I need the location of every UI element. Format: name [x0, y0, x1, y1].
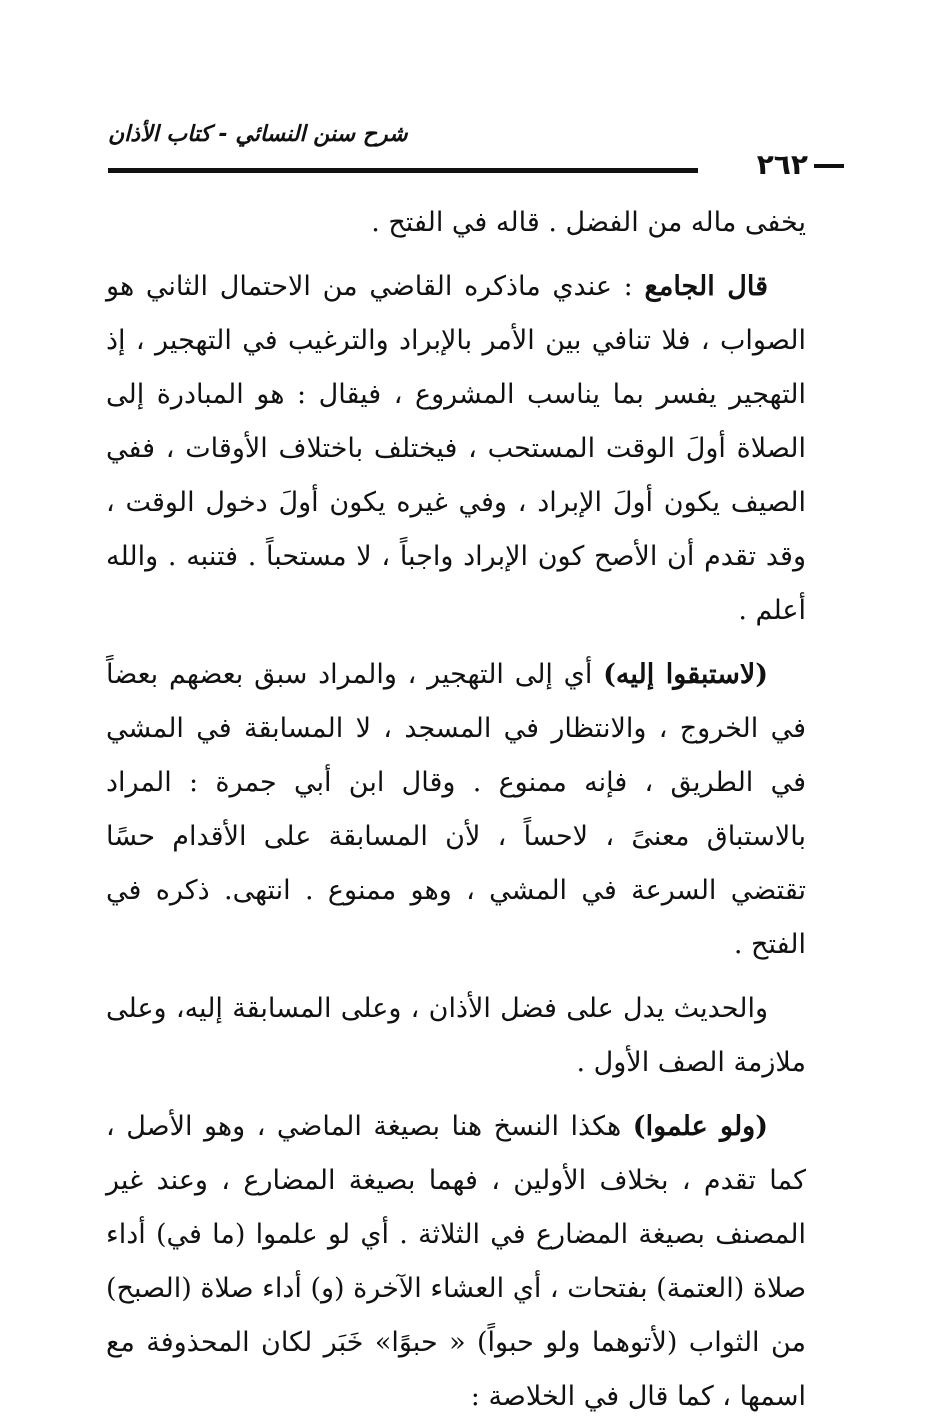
paragraph-text: يخفى ماله من الفضل . قاله في الفتح . — [371, 207, 806, 238]
running-title: شرح سنن النسائي - كتاب الأذان — [108, 122, 408, 147]
paragraph-hadith-indicates — [106, 982, 806, 1090]
paragraph-walaw-alimu — [106, 1100, 806, 1424]
paragraph-continuation — [106, 196, 806, 250]
page-number-dash — [814, 164, 844, 168]
page-body — [106, 196, 806, 1424]
paragraph-qala-al-jami — [106, 260, 806, 638]
paragraph-text: : عندي ماذكره القاضي من الاحتمال الثاني هو الصواب ، فلا تنافي بين الأمر بالإبراد والترغيب في التهجير ، إذ التهجير يفسر بما يناسب المشروع ، فيقال : هو المبادرة إلى الصلاة أولَ الوقت المستحب ، فيختلف باختلاف الأوقات ، ففي الصيف يكون أولَ الإبراد ، وفي غيره يكون أولَ دخول الوقت ، وقد تقدم أن الأصح كون الإبراد واجباً ، لا مستحباً . فتنبه . والله أعلم . — [106, 271, 806, 626]
paragraph-lead: (لاستبقوا إليه) — [603, 659, 768, 690]
header-rule — [108, 168, 698, 173]
page-number: ٢٦٢ — [756, 148, 808, 181]
paragraph-text: والحديث يدل على فضل الأذان ، وعلى المسابقة إليه، وعلى ملازمة الصف الأول . — [106, 993, 806, 1078]
paragraph-lead: (ولو علموا) — [632, 1111, 768, 1142]
paragraph-text: أي إلى التهجير ، والمراد سبق بعضهم بعضاً في الخروج ، والانتظار في المسجد ، لا المسابقة في المشي في الطريق ، فإنه ممنوع . وقال ابن أبي جمرة : المراد بالاستباق معنىً ، لاحساً ، لأن المسابقة على الأقدام حسًا تقتضي السرعة في المشي ، وهو ممنوع . انتهى. ذكره في الفتح . — [106, 659, 806, 960]
paragraph-lastabaqu — [106, 648, 806, 972]
paragraph-lead: قال الجامع — [644, 271, 768, 302]
paragraph-text: هكذا النسخ هنا بصيغة الماضي ، وهو الأصل ، كما تقدم ، بخلاف الأولين ، فهما بصيغة المضارع ، وعند غير المصنف بصيغة المضارع في الثلاثة . أي لو علموا (ما في) أداء صلاة (العتمة) بفتحات ، أي العشاء الآخرة (و) أداء صلاة (الصبح) من الثواب (لأتوهما ولو حبواً) « حبوًا» خَبَر لكان المحذوفة مع اسمها ، كما قال في الخلاصة : — [106, 1111, 806, 1412]
